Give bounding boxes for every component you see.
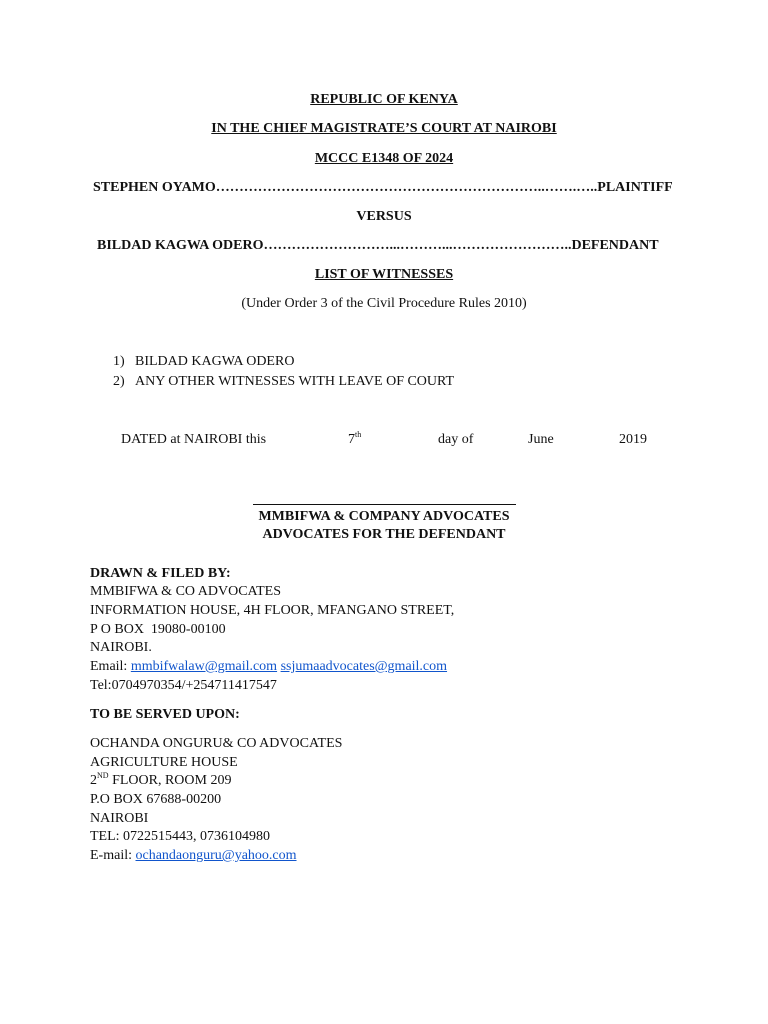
- drawn-address: INFORMATION HOUSE, 4H FLOOR, MFANGANO STREET,: [90, 603, 455, 618]
- defendant-line: BILDAD KAGWA ODERO………………………...………...……………………..DEFENDANT: [97, 238, 659, 253]
- signature-role: ADVOCATES FOR THE DEFENDANT: [262, 527, 506, 542]
- list-subtitle: (Under Order 3 of the Civil Procedure Rules 2010): [241, 296, 527, 311]
- served-box: P.O BOX 67688-00200: [90, 792, 222, 807]
- plaintiff-line: STEPHEN OYAMO……………………………………………………………..…….…..PLAINTIFF: [93, 180, 673, 195]
- email-link-mmbifwa[interactable]: mmbifwalaw@gmail.com: [130, 659, 278, 674]
- dated-day-of: day of: [438, 432, 474, 447]
- served-city: NAIROBI: [90, 811, 149, 826]
- versus-label: VERSUS: [356, 209, 412, 224]
- served-heading: TO BE SERVED UPON:: [90, 707, 240, 722]
- drawn-heading: DRAWN & FILED BY:: [90, 566, 231, 581]
- list-item-number: 1): [113, 354, 125, 369]
- list-item-text: ANY OTHER WITNESSES WITH LEAVE OF COURT: [135, 374, 455, 389]
- drawn-email-row: [90, 659, 447, 675]
- email-link-ochanda[interactable]: ochandaonguru@yahoo.com: [135, 848, 297, 863]
- republic-heading: REPUBLIC OF KENYA: [310, 92, 458, 107]
- drawn-email-label: Email:: [90, 659, 131, 674]
- list-item-number: 2): [113, 374, 125, 389]
- drawn-box: P O BOX 19080-00100: [90, 622, 226, 637]
- email-link-ssjuma[interactable]: ssjumaadvocates@gmail.com: [280, 659, 448, 674]
- dated-year: 2019: [619, 432, 647, 447]
- drawn-firm: MMBIFWA & CO ADVOCATES: [90, 584, 281, 599]
- dated-month: June: [528, 432, 554, 447]
- served-tel: TEL: 0722515443, 0736104980: [90, 829, 271, 844]
- drawn-city: NAIROBI.: [90, 640, 152, 655]
- list-item: [113, 374, 455, 390]
- dated-prefix: DATED at NAIROBI this: [121, 432, 267, 447]
- case-number: MCCC E1348 OF 2024: [314, 151, 454, 166]
- dated-day: 7th: [348, 430, 362, 447]
- served-email-label: E-mail:: [90, 848, 136, 863]
- list-title: LIST OF WITNESSES: [314, 267, 454, 282]
- court-heading: IN THE CHIEF MAGISTRATE’S COURT AT NAIROBI: [211, 121, 557, 136]
- list-item: [113, 354, 295, 370]
- drawn-tel: Tel:0704970354/+254711417547: [90, 678, 277, 693]
- served-email-row: [90, 848, 297, 864]
- served-floor: 2ND FLOOR, ROOM 209: [90, 771, 232, 788]
- signature-firm: MMBIFWA & COMPANY ADVOCATES: [258, 509, 510, 524]
- signature-line: [253, 504, 516, 505]
- served-building: AGRICULTURE HOUSE: [90, 755, 238, 770]
- list-item-text: BILDAD KAGWA ODERO: [135, 354, 295, 369]
- served-firm: OCHANDA ONGURU& CO ADVOCATES: [90, 736, 343, 751]
